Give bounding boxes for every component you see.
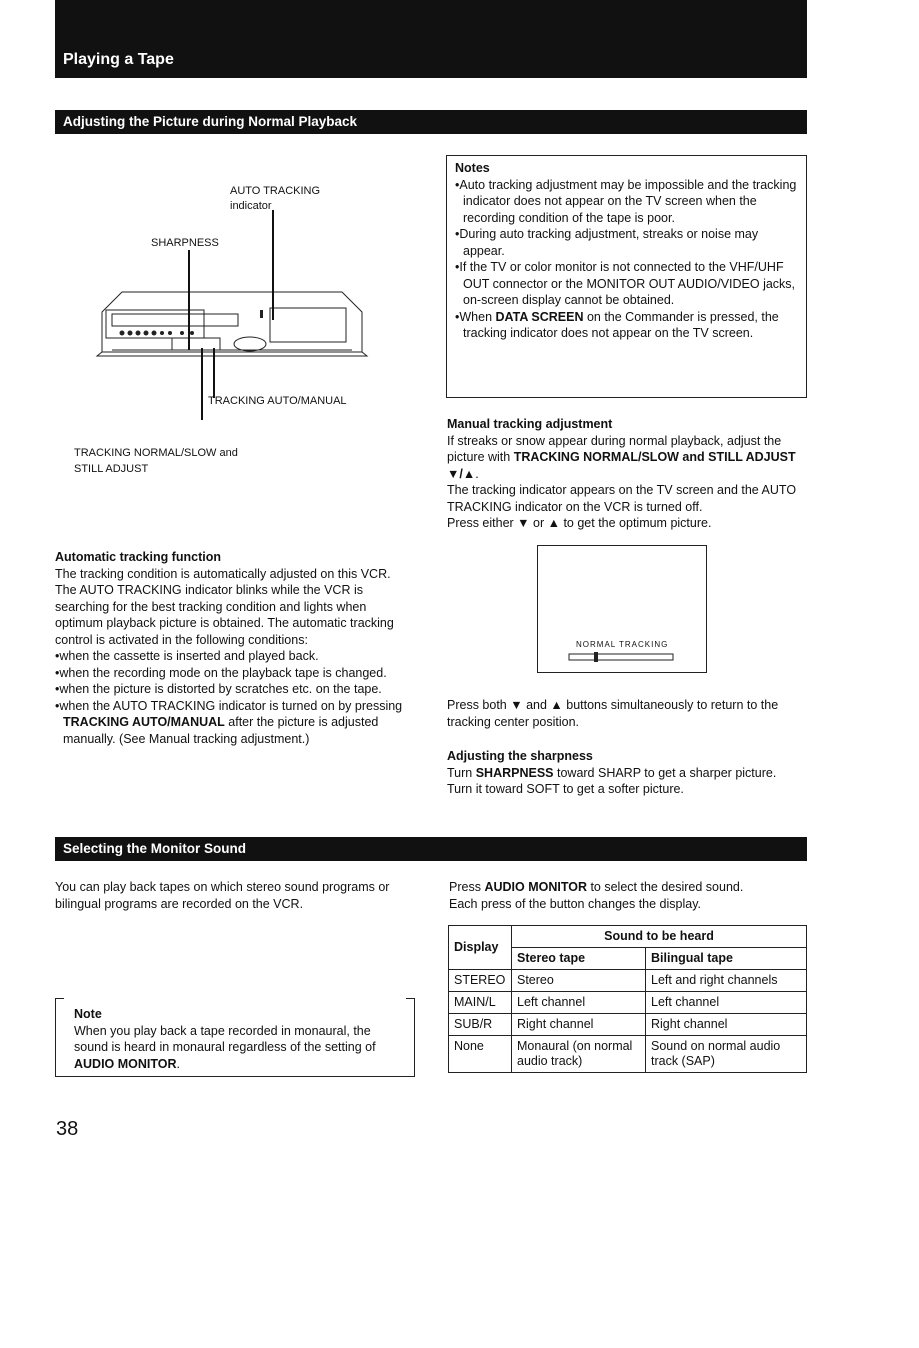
section-title: Adjusting the Picture during Normal Playback (63, 114, 358, 129)
table-cell: Sound on normal audio track (SAP) (646, 1036, 807, 1073)
tv-screen-illustration (537, 545, 707, 673)
label-sharpness: SHARPNESS (151, 237, 219, 249)
table-cell: STEREO (449, 970, 512, 992)
automatic-tracking-item: •when the recording mode on the playback tape is changed. (55, 665, 387, 680)
table-cell: SUB/R (449, 1014, 512, 1036)
table-header-stereo: Stereo tape (512, 948, 646, 970)
label-tracking-auto-manual: TRACKING AUTO/MANUAL (208, 395, 347, 407)
note-item: •When DATA SCREEN on the Commander is pressed, the tracking indicator does not appear on the TV screen. (455, 309, 779, 340)
table-cell: Left channel (646, 992, 807, 1014)
vcr-diagram (92, 180, 382, 420)
tracking-bar-icon (568, 650, 678, 664)
automatic-tracking-heading: Automatic tracking function (55, 550, 221, 564)
automatic-tracking-section (55, 549, 413, 747)
sharpness-text: Turn SHARPNESS toward SHARP to get a sharper picture. (447, 765, 777, 780)
page-header (55, 0, 807, 78)
label-auto-tracking-indicator: indicator (230, 200, 272, 212)
table-row (449, 970, 807, 992)
page-number: 38 (56, 1118, 79, 1140)
automatic-tracking-item: •when the cassette is inserted and played back. (55, 649, 319, 663)
page-title: Playing a Tape (63, 51, 174, 68)
press-both-text: Press both ▼ and ▲ buttons simultaneously to return to the tracking center position. (447, 698, 779, 729)
table-cell: Stereo (512, 970, 646, 992)
monaural-note-box (55, 998, 415, 1077)
table-cell: Left channel (512, 992, 646, 1014)
vcr-illustration (92, 180, 382, 420)
audio-monitor-text: Press AUDIO MONITOR to select the desired sound. (449, 880, 744, 894)
note-item: •During auto tracking adjustment, streaks or noise may appear. (455, 227, 759, 258)
automatic-tracking-body: The tracking condition is automatically adjusted on this VCR. The AUTO TRACKING indicator blinks while the VCR is searching for the best tracking condition and lights when optimum playback picture is obtained. The automatic tracking control is activated in the following conditions: (55, 566, 394, 647)
table-cell: Left and right channels (646, 970, 807, 992)
table-row (449, 992, 807, 1014)
section-heading-monitor-sound (55, 837, 807, 861)
manual-tracking-text-3: Press either ▼ or ▲ to get the optimum picture. (447, 516, 712, 530)
table-cell: Right channel (646, 1014, 807, 1036)
notes-heading: Notes (455, 161, 490, 175)
table-row (449, 1014, 807, 1036)
notes-box (446, 155, 807, 398)
manual-tracking-text-2: The tracking indicator appears on the TV screen and the AUTO TRACKING indicator on the VCR is turned off. (447, 483, 797, 514)
table-cell: None (449, 1036, 512, 1073)
note-heading: Note (74, 1007, 102, 1021)
table-row (449, 1036, 807, 1073)
note-body: When you play back a tape recorded in monaural, the sound is heard in monaural regardless of the setting of AUDIO MONITOR. (74, 1023, 376, 1071)
table-header-bilingual: Bilingual tape (646, 948, 807, 970)
table-header-sound: Sound to be heard (512, 926, 807, 948)
section-title: Selecting the Monitor Sound (63, 841, 246, 856)
sharpness-heading: Adjusting the sharpness (447, 749, 593, 763)
sound-table (448, 925, 807, 1073)
sharpness-text-2: Turn it toward SOFT to get a softer picture. (447, 782, 684, 796)
table-cell: MAIN/L (449, 992, 512, 1014)
label-still-adjust: STILL ADJUST (74, 463, 149, 475)
automatic-tracking-item: •when the picture is distorted by scratches etc. on the tape. (55, 682, 382, 696)
sharpness-section (447, 748, 807, 798)
table-cell: Right channel (512, 1014, 646, 1036)
note-item: •If the TV or color monitor is not connected to the VHF/UHF OUT connector or the MONITOR OUT AUDIO/VIDEO jacks, on-screen display cannot be obtained. (455, 260, 796, 307)
manual-tracking-text: If streaks or snow appear during normal playback, adjust the picture with TRACKING NORMAL/SLOW and STILL ADJUST ▼/▲. (447, 433, 796, 481)
table-cell: Monaural (on normal audio track) (512, 1036, 646, 1073)
note-item: •Auto tracking adjustment may be impossible and the tracking indicator does not appear on the TV screen when the recording condition of the tape is poor. (455, 177, 797, 225)
audio-monitor-text-2: Each press of the button changes the display. (449, 896, 702, 911)
label-auto-tracking: AUTO TRACKING (230, 185, 321, 197)
section-heading-picture (55, 110, 807, 134)
tracking-indicator-label: NORMAL TRACKING (576, 640, 669, 649)
monitor-sound-intro: You can play back tapes on which stereo sound programs or bilingual programs are recorded on the VCR. (55, 880, 390, 911)
manual-tracking-section (447, 416, 803, 532)
manual-tracking-heading: Manual tracking adjustment (447, 417, 613, 431)
table-header-display: Display (449, 926, 512, 970)
label-tracking-normal-slow: TRACKING NORMAL/SLOW and (74, 447, 238, 459)
automatic-tracking-item: •when the AUTO TRACKING indicator is turned on by pressing TRACKING AUTO/MANUAL after the picture is adjusted manually. (See Manual tracking adjustment.) (55, 698, 403, 746)
audio-monitor-instructions (449, 879, 805, 912)
